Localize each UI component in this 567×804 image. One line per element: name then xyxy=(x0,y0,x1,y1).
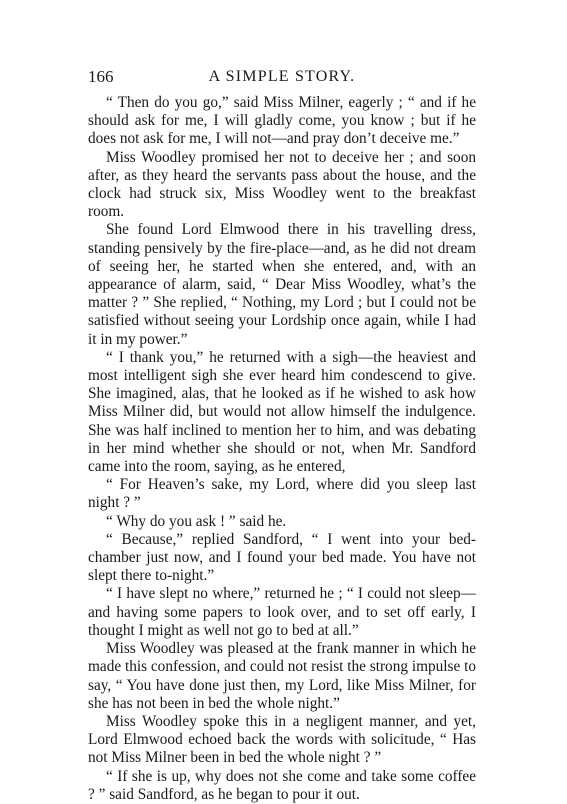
paragraph: “ For Heaven’s sake, my Lord, where did you sleep last night ? ” xyxy=(88,476,476,512)
paragraph: Miss Woodley promised her not to deceive her ; and soon after, as they heard the servants pass about the house, and the clock had struck six, Miss Woodley went to the breakfast room. xyxy=(88,148,476,221)
paragraph: Miss Woodley was pleased at the frank manner in which he made this confession, and could not resist the strong impulse to say, “ You have done just then, my Lord, like Miss Milner, for she has not been in bed the whole night.” xyxy=(88,640,476,712)
paragraph: “ Then do you go,” said Miss Milner, eagerly ; “ and if he should ask for me, I will gladly come, you know ; but if he does not ask for me, I will not—and pray don’t deceive me.” xyxy=(88,94,476,148)
page-number: 166 xyxy=(88,67,114,86)
paragraph: “ Why do you ask ! ” said he. xyxy=(106,512,287,530)
paragraph: “ I thank you,” he returned with a sigh—the heaviest and most intelligent sigh she ever heard him condescend to give. She imagined, alas, that he looked as if he wished to ask how Miss Milner did, but would not allow himself the indulgence. She was half inclined to mention her to him, and was debating in her mind whether she should or not, when Mr. Sandford came into the room, saying, as he entered, xyxy=(88,348,476,476)
paragraph: Miss Woodley spoke this in a negligent manner, and yet, Lord Elmwood echoed back the words with solicitude, “ Has not Miss Milner been in bed the whole night ? ” xyxy=(88,712,476,767)
paragraph: “ Because,” replied Sandford, “ I went into your bed-chamber just now, and I found your bed made. You have not slept there to-night.” xyxy=(88,530,476,585)
paragraph: She found Lord Elmwood there in his travelling dress, standing pensively by the fire-place—and, as he did not dream of seeing her, he started when she entered, and, with an appearance of alarm, said, “ Dear Miss Woodley, what’s the matter ? ” She replied, “ Nothing, my Lord ; but I could not be satisfied without seeing your Lordship once again, while I had it in my power.” xyxy=(88,221,476,348)
paragraph: “ I have slept no where,” returned he ; “ I could not sleep—and having some papers to look over, and to set off early, I thought I might as well not go to bed at all.” xyxy=(88,585,476,639)
page-header xyxy=(88,66,476,88)
running-head: A SIMPLE STORY. xyxy=(208,68,356,85)
body-text xyxy=(88,94,476,804)
paragraph: “ If she is up, why does not she come and take some coffee ? ” said Sandford, as he began to pour it out. xyxy=(88,767,476,803)
